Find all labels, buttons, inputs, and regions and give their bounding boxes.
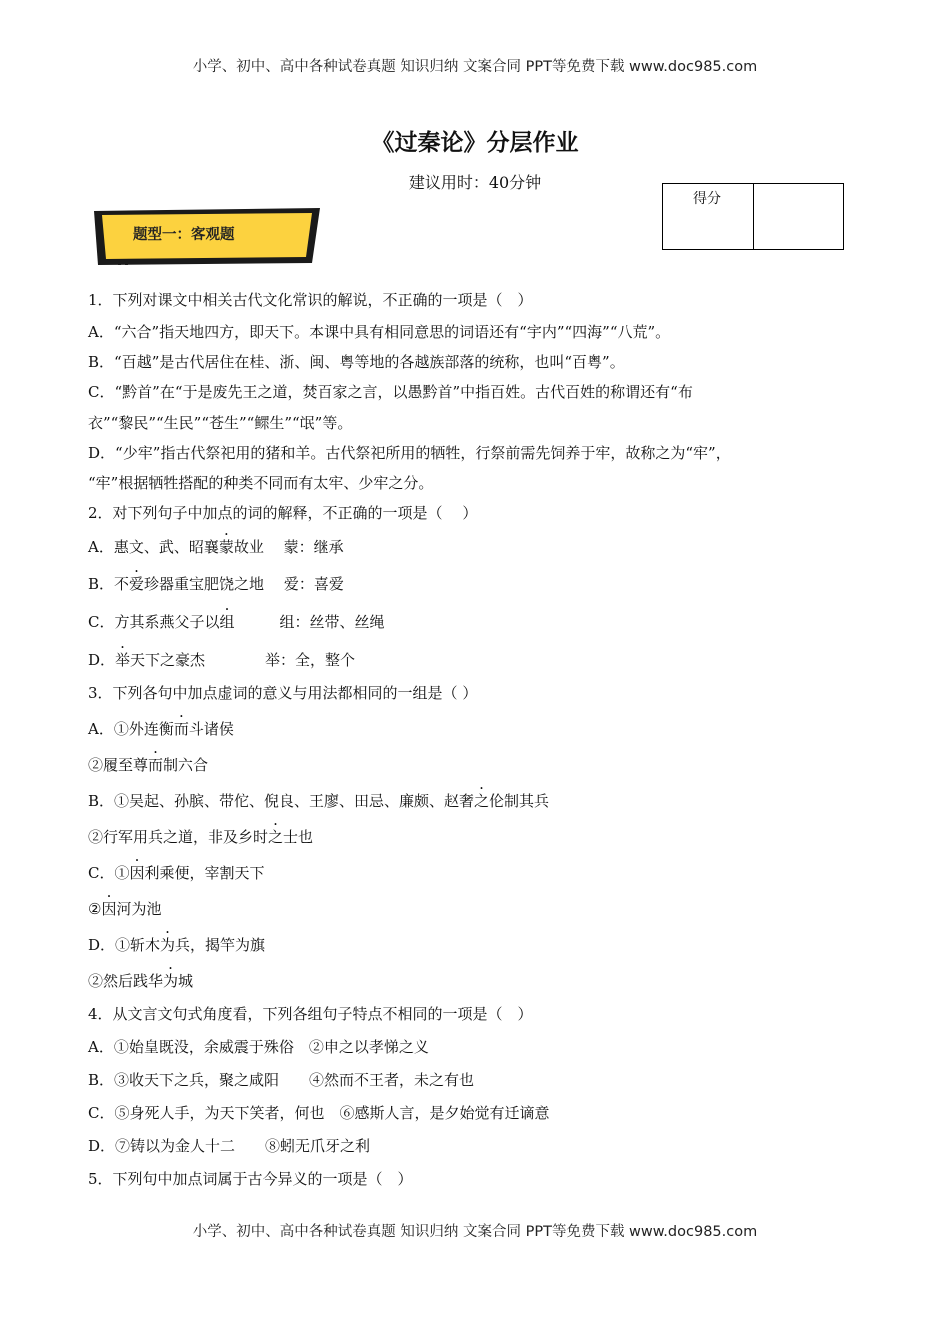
question-line bbox=[88, 536, 344, 557]
score-label-cell bbox=[663, 184, 753, 249]
line-text: B．不 bbox=[88, 575, 130, 593]
dotted-word: 之 bbox=[268, 828, 284, 846]
question-line bbox=[88, 970, 193, 991]
line-text: 珍器重宝肥饶之地 爱：喜爱 bbox=[144, 575, 344, 593]
question-line bbox=[88, 611, 385, 632]
question-line: D．⑦铸以为金人十二 ⑧蚓无爪牙之利 bbox=[88, 1137, 371, 1155]
line-text: ②行军用兵之道，非及乡时 bbox=[88, 828, 269, 846]
question-line bbox=[88, 718, 234, 739]
line-text: B．①吴起、孙膑、带佗、倪良、王廖、田忌、廉颇、赵奢 bbox=[88, 792, 475, 810]
dotted-word: 之 bbox=[474, 792, 490, 810]
line-text: 故业 蒙：继承 bbox=[233, 538, 344, 556]
score-box bbox=[662, 183, 844, 250]
line-text: D．①斩木 bbox=[88, 936, 161, 954]
section-banner bbox=[88, 205, 324, 267]
line-text: 利乘便，宰割天下 bbox=[144, 864, 265, 882]
line-text: 组：丝带、丝绳 bbox=[234, 613, 385, 631]
question-line: D．“少牢”指古代祭祀用的猪和羊。古代祭祀所用的牺牲，行祭前需先饲养于牢，故称之为“牢”， bbox=[88, 444, 731, 462]
dotted-word: 为 bbox=[160, 936, 176, 954]
question-line: 5．下列句中加点词属于古今异义的一项是（ ） bbox=[88, 1170, 413, 1188]
dotted-word: 蒙 bbox=[218, 538, 234, 556]
line-text: 伦制其兵 bbox=[489, 792, 550, 810]
dotted-word: 举 bbox=[115, 651, 131, 669]
line-text: 兵，揭竿为旗 bbox=[175, 936, 266, 954]
question-line bbox=[88, 862, 265, 883]
score-label: 得分 bbox=[693, 191, 721, 207]
score-value-cell[interactable] bbox=[753, 184, 844, 249]
question-line: C．⑤身死人手，为天下笑者，何也 ⑥感斯人言，是夕始觉有迁谪意 bbox=[88, 1104, 550, 1122]
question-line: 2．对下列句子中加点的词的解释，不正确的一项是（ ） bbox=[88, 504, 478, 522]
line-text: 河为池 bbox=[116, 900, 162, 918]
dotted-word: 为 bbox=[163, 972, 179, 990]
page-header: 小学、初中、高中各种试卷真题 知识归纳 文案合同 PPT等免费下载 www.doc985.com bbox=[192, 59, 758, 75]
line-text: A．①外连衡 bbox=[88, 720, 174, 738]
line-text: ②履至尊 bbox=[88, 756, 149, 774]
page-subtitle: 建议用时：40分钟 bbox=[408, 173, 542, 192]
line-text: ② bbox=[88, 900, 102, 918]
line-text: 制六合 bbox=[163, 756, 209, 774]
question-line bbox=[88, 754, 208, 775]
line-text: 斗诸侯 bbox=[188, 720, 234, 738]
question-line: 衣”“黎民”“生民”“苍生”“鳏生”“氓”等。 bbox=[88, 414, 353, 432]
dotted-word: 而 bbox=[148, 756, 164, 774]
line-text: ②然后践华 bbox=[88, 972, 164, 990]
question-line: A．①始皇既没，余威震于殊俗 ②申之以孝悌之义 bbox=[88, 1038, 429, 1056]
line-text: C．① bbox=[88, 864, 130, 882]
section-title: 题型一：客观题 bbox=[133, 227, 235, 243]
question-line bbox=[88, 649, 355, 670]
question-line bbox=[88, 573, 344, 594]
line-text: A．惠文、武、昭襄 bbox=[88, 538, 219, 556]
question-line: A．“六合”指天地四方，即天下。本课中具有相同意思的词语还有“宇内”“四海”“八荒”。 bbox=[88, 323, 671, 341]
dotted-word: 爱 bbox=[129, 575, 145, 593]
question-line bbox=[88, 790, 549, 811]
line-text: 天下之豪杰 举：全，整个 bbox=[130, 651, 356, 669]
question-line bbox=[88, 826, 313, 847]
line-text: 城 bbox=[178, 972, 194, 990]
dotted-word: 因 bbox=[101, 900, 117, 918]
question-line: 4．从文言文句式角度看，下列各组句子特点不相同的一项是（ ） bbox=[88, 1005, 533, 1023]
question-line: 1．下列对课文中相关古代文化常识的解说，不正确的一项是（ ） bbox=[88, 291, 533, 309]
question-line: C．“黔首”在“于是废先王之道，焚百家之言，以愚黔首”中指百姓。古代百姓的称谓还有“布 bbox=[88, 383, 693, 401]
dotted-word: 组 bbox=[219, 613, 235, 631]
dotted-word: 因 bbox=[129, 864, 145, 882]
dotted-word: 而 bbox=[173, 720, 189, 738]
page-footer: 小学、初中、高中各种试卷真题 知识归纳 文案合同 PPT等免费下载 www.doc985.com bbox=[192, 1224, 758, 1240]
line-text: 士也 bbox=[283, 828, 314, 846]
question-line bbox=[88, 934, 265, 955]
page-title: 《过秦论》分层作业 bbox=[371, 130, 579, 156]
question-line bbox=[88, 898, 161, 919]
question-line: B．“百越”是古代居住在桂、浙、闽、粤等地的各越族部落的统称，也叫“百粤”。 bbox=[88, 353, 625, 371]
line-text: D． bbox=[88, 651, 116, 669]
line-text: C．方其系燕父子以 bbox=[88, 613, 220, 631]
question-line: B．③收天下之兵，聚之咸阳 ④然而不王者，未之有也 bbox=[88, 1071, 475, 1089]
question-line: 3．下列各句中加点虚词的意义与用法都相同的一组是（ ） bbox=[88, 684, 478, 702]
question-line: “牢”根据牺牲搭配的种类不同而有太牢、少牢之分。 bbox=[88, 474, 434, 492]
